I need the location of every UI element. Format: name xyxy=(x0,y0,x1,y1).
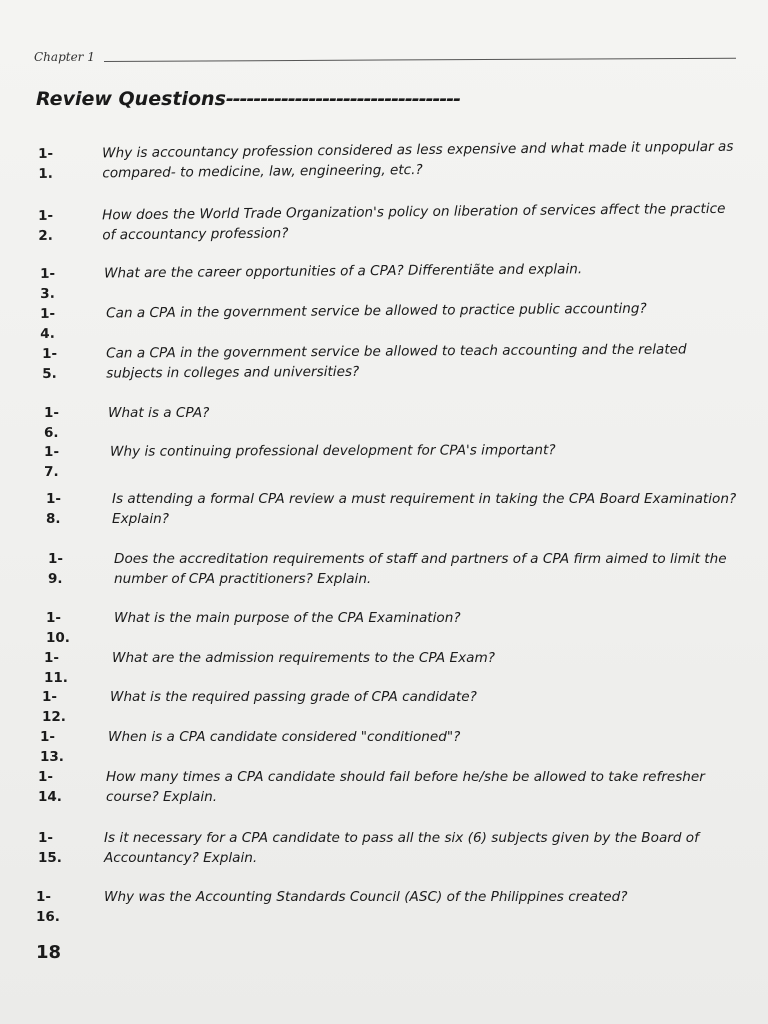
question-number: 1- 9. xyxy=(48,551,63,587)
question-number: 1-3. xyxy=(40,265,56,302)
question-text: Is it necessary for a CPA candidate to pass all the six (6) subjects given by the Board of Accountancy? Explain. xyxy=(104,830,699,866)
question-number: 1-14. xyxy=(38,769,62,805)
question-number: 1-10. xyxy=(46,610,70,646)
question-text: Can a CPA in the government service be allowed to practice public accounting? xyxy=(106,300,647,322)
question-number: 1-6. xyxy=(44,405,59,441)
section-title-text: Review Questions xyxy=(36,88,226,110)
section-title-dashes: ---------------------------------- xyxy=(225,88,461,110)
question-number: 1-15. xyxy=(38,830,62,866)
question-text: How many times a CPA candidate should fail before he/she be allowed to take refresher course? Explain. xyxy=(106,769,705,805)
question-number: 1-8. xyxy=(46,491,61,527)
question-number: 1-12. xyxy=(42,689,66,725)
question-text: What is a CPA? xyxy=(108,405,210,421)
question-text: What is the required passing grade of CPA candidate? xyxy=(110,689,477,705)
section-title xyxy=(36,88,460,110)
question-text: How does the World Trade Organization's policy on liberation of services affect the practice of accountancy profession? xyxy=(102,200,726,244)
question-number: 1-5. xyxy=(42,345,58,382)
question-text: What are the admission requirements to the CPA Exam? xyxy=(112,650,495,666)
question-number: 1-7. xyxy=(44,443,60,480)
question-text: What are the career opportunities of a CPA? Differentiãte and explain. xyxy=(104,261,583,282)
question-number: 1-11. xyxy=(44,650,68,686)
question-number: 1-4. xyxy=(40,305,56,342)
question-text: When is a CPA candidate considered "conditioned"? xyxy=(108,729,461,745)
question-number: 1-1. xyxy=(38,145,54,182)
chapter-label: Chapter 1 xyxy=(34,50,95,64)
chapter-rule xyxy=(104,58,736,62)
page-number: 18 xyxy=(36,942,62,963)
question-text: Why was the Accounting Standards Council (ASC) of the Philippines created? xyxy=(104,889,628,905)
question-text: Does the accreditation requirements of staff and partners of a CPA firm aimed to limit the number of CPA practitioners? Explain. xyxy=(114,551,727,587)
question-text: Why is accountancy profession considered as less expensive and what made it unpopular as compared- to medicine, law, engineering, etc.? xyxy=(102,138,734,182)
question-text: Can a CPA in the government service be allowed to teach accounting and the related subjects in colleges and universities? xyxy=(106,341,687,382)
question-number: 1-16. xyxy=(36,889,60,925)
chapter-header xyxy=(34,50,738,66)
question-number: 1-2. xyxy=(38,207,54,244)
question-text: Why is continuing professional development for CPA's important? xyxy=(110,442,556,460)
question-number: 1-13. xyxy=(40,729,64,765)
question-text: What is the main purpose of the CPA Examination? xyxy=(114,610,461,626)
question-text: Is attending a formal CPA review a must requirement in taking the CPA Board Examination? Explain? xyxy=(112,491,737,527)
